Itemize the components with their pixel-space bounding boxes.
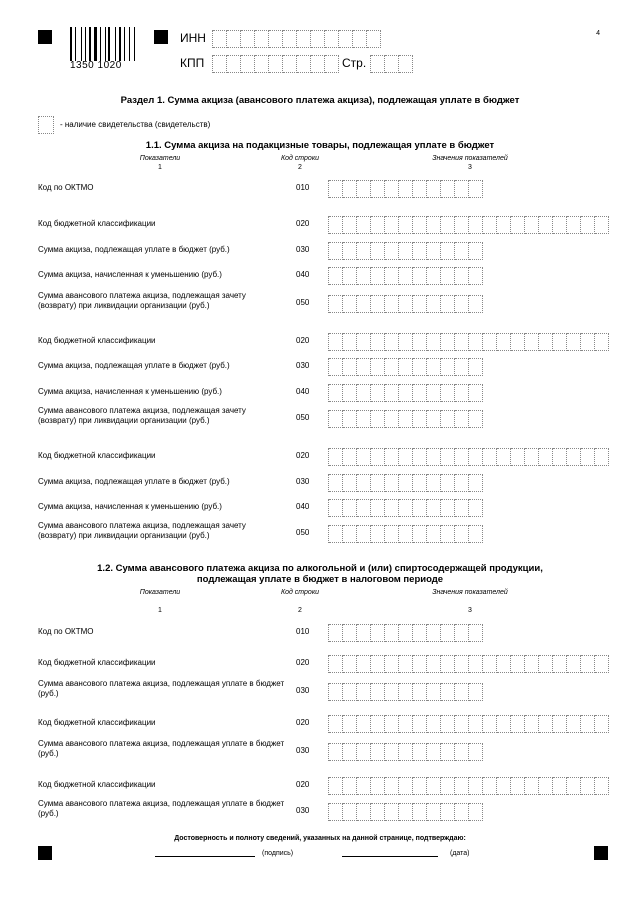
part2-row-label: Сумма авансового платежа акциза, подлежащая уплате в бюджет (руб.) [38, 799, 285, 818]
signature-line[interactable] [155, 856, 255, 857]
part1-row-label: Код бюджетной классификации [38, 219, 156, 228]
corner-marker-bottom-right [594, 846, 608, 860]
part1-row-label: Сумма акциза, начисленная к уменьшению (руб.) [38, 270, 222, 279]
part2-row-value-field[interactable] [328, 683, 483, 701]
part1-row-value-field[interactable] [328, 384, 483, 402]
part1-row-code: 050 [296, 413, 310, 422]
part2-row-value-field[interactable] [328, 655, 609, 673]
part1-row-value-field[interactable] [328, 180, 483, 198]
part1-col-number-1: 1 [158, 164, 162, 171]
part1-row-label: Код бюджетной классификации [38, 336, 156, 345]
part1-row-code: 040 [296, 502, 310, 511]
date-line[interactable] [342, 856, 438, 857]
barcode [70, 27, 138, 61]
corner-marker-bottom-left [38, 846, 52, 860]
part1-row-value-field[interactable] [328, 295, 483, 313]
part2-col-number-3: 3 [468, 607, 472, 614]
signature-label: (подпись) [262, 850, 294, 857]
part2-row-code: 020 [296, 658, 310, 667]
confirmation-text: Достоверность и полноту сведений, указанных на данной странице, подтверждаю: [174, 835, 466, 842]
certificate-label: - наличие свидетельства (свидетельств) [60, 120, 211, 129]
part1-row-label: Сумма акциза, подлежащая уплате в бюджет (руб.) [38, 245, 230, 254]
page-label: Стр. [342, 56, 367, 70]
part1-row-value-field[interactable] [328, 333, 609, 351]
part2-row-code: 020 [296, 718, 310, 727]
part1-col-header-1: Показатели [139, 155, 181, 162]
part2-row-code: 020 [296, 780, 310, 789]
part2-row-value-field[interactable] [328, 715, 609, 733]
part1-row-label: Код по ОКТМО [38, 183, 94, 192]
part1-col-header-3: Значения показателей [432, 155, 508, 162]
part1-row-value-field[interactable] [328, 448, 609, 466]
part1-row-label: Сумма авансового платежа акциза, подлежащая зачету (возврату) при ликвидации организации (руб.) [38, 406, 246, 425]
part1-row-value-field[interactable] [328, 267, 483, 285]
page-corner-number: 4 [596, 30, 600, 37]
part2-row-value-field[interactable] [328, 803, 483, 821]
barcode-number: 1350 1020 [70, 60, 122, 71]
part1-row-value-field[interactable] [328, 216, 609, 234]
part1-row-code: 040 [296, 387, 310, 396]
part1-title: 1.1. Сумма акциза на подакцизные товары, подлежащая уплате в бюджет [145, 140, 495, 151]
part2-row-label: Код по ОКТМО [38, 627, 94, 636]
part2-col-header-3: Значения показателей [432, 589, 508, 596]
part1-row-label: Сумма акциза, начисленная к уменьшению (руб.) [38, 502, 222, 511]
part2-row-label: Код бюджетной классификации [38, 780, 156, 789]
part2-row-label: Код бюджетной классификации [38, 718, 156, 727]
part2-row-label: Сумма авансового платежа акциза, подлежащая уплате в бюджет (руб.) [38, 739, 285, 758]
part1-row-label: Сумма авансового платежа акциза, подлежащая зачету (возврату) при ликвидации организации (руб.) [38, 291, 246, 310]
part1-row-value-field[interactable] [328, 474, 483, 492]
part1-row-label: Сумма авансового платежа акциза, подлежащая зачету (возврату) при ликвидации организации (руб.) [38, 521, 246, 540]
date-label: (дата) [450, 850, 470, 857]
part2-col-header-1: Показатели [139, 589, 181, 596]
part1-row-code: 030 [296, 245, 310, 254]
corner-marker-top-mid [154, 30, 168, 44]
part1-row-code: 020 [296, 451, 310, 460]
part1-row-value-field[interactable] [328, 499, 483, 517]
part2-row-value-field[interactable] [328, 743, 483, 761]
part1-row-label: Сумма акциза, подлежащая уплате в бюджет (руб.) [38, 477, 230, 486]
part2-row-label: Код бюджетной классификации [38, 658, 156, 667]
part1-col-number-2: 2 [298, 164, 302, 171]
part1-row-value-field[interactable] [328, 525, 483, 543]
part2-row-label: Сумма авансового платежа акциза, подлежащая уплате в бюджет (руб.) [38, 679, 285, 698]
part1-col-header-2: Код строки [280, 155, 320, 162]
part1-row-code: 020 [296, 219, 310, 228]
kpp-label: КПП [180, 56, 205, 70]
part2-row-value-field[interactable] [328, 624, 483, 642]
part2-col-header-2: Код строки [280, 589, 320, 596]
part2-row-code: 030 [296, 806, 310, 815]
part1-row-code: 050 [296, 298, 310, 307]
part2-title-line2: подлежащая уплате в бюджет в налоговом периоде [196, 574, 444, 585]
page-number-field[interactable] [370, 55, 413, 73]
part1-row-label: Код бюджетной классификации [38, 451, 156, 460]
certificate-checkbox[interactable] [38, 116, 54, 134]
kpp-field[interactable] [212, 55, 339, 73]
part2-row-code: 010 [296, 627, 310, 636]
part2-col-number-2: 2 [298, 607, 302, 614]
part1-row-code: 020 [296, 336, 310, 345]
inn-field[interactable] [212, 30, 381, 48]
part1-row-value-field[interactable] [328, 358, 483, 376]
part1-row-value-field[interactable] [328, 410, 483, 428]
inn-label: ИНН [180, 31, 206, 45]
part2-title-line1: 1.2. Сумма авансового платежа акциза по алкогольной и (или) спиртосодержащей продукции, [97, 563, 543, 574]
corner-marker-top-left [38, 30, 52, 44]
part1-col-number-3: 3 [468, 164, 472, 171]
section-title: Раздел 1. Сумма акциза (авансового платежа акциза), подлежащая уплате в бюджет [120, 95, 520, 106]
part1-row-code: 030 [296, 361, 310, 370]
part1-row-code: 040 [296, 270, 310, 279]
part2-row-code: 030 [296, 746, 310, 755]
part1-row-code: 030 [296, 477, 310, 486]
part2-col-number-1: 1 [158, 607, 162, 614]
part1-row-code: 050 [296, 528, 310, 537]
part1-row-label: Сумма акциза, подлежащая уплате в бюджет (руб.) [38, 361, 230, 370]
part1-row-value-field[interactable] [328, 242, 483, 260]
part2-row-code: 030 [296, 686, 310, 695]
part2-row-value-field[interactable] [328, 777, 609, 795]
part1-row-code: 010 [296, 183, 310, 192]
part1-row-label: Сумма акциза, начисленная к уменьшению (руб.) [38, 387, 222, 396]
